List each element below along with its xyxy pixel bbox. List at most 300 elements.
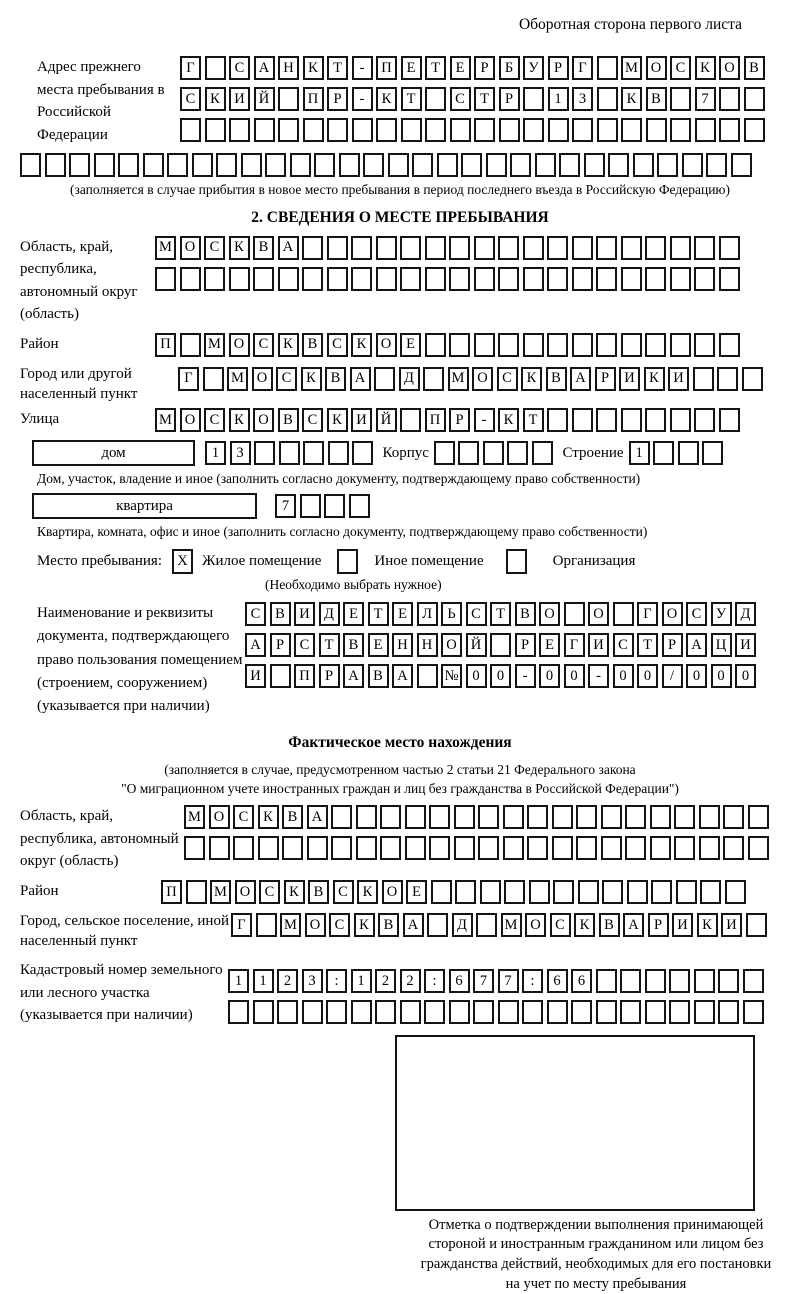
char-cell: К — [303, 56, 324, 80]
char-cell — [621, 267, 642, 291]
char-cell: 0 — [490, 664, 511, 688]
char-cell — [547, 333, 568, 357]
char-cell: С — [550, 913, 571, 937]
char-cell — [303, 118, 324, 142]
district-label: Район — [20, 335, 59, 352]
char-cell — [572, 118, 593, 142]
char-cell — [449, 236, 470, 260]
prev-address-rows — [180, 56, 768, 146]
char-cell — [490, 633, 511, 657]
char-cell: Р — [449, 408, 470, 432]
char-cell — [625, 805, 646, 829]
stay-type-label: Место пребывания: — [37, 553, 162, 570]
char-cell — [564, 602, 585, 626]
actual-city-row — [20, 911, 780, 952]
char-cell — [507, 441, 528, 465]
char-cell — [650, 805, 671, 829]
char-cell: И — [351, 408, 372, 432]
char-cell — [498, 236, 519, 260]
char-cell — [424, 1000, 445, 1024]
char-cell: Ь — [441, 602, 462, 626]
actual-location-note1: (заполняется в случае, предусмотренном частью 2 статьи 21 Федерального закона — [164, 762, 636, 778]
char-cell — [400, 236, 421, 260]
char-cell — [535, 153, 556, 177]
char-cell: Т — [637, 633, 658, 657]
char-cell — [645, 236, 666, 260]
street-label: Улица — [20, 411, 60, 428]
char-cell — [725, 880, 746, 904]
char-cell — [597, 87, 618, 111]
char-cell — [723, 805, 744, 829]
char-cell — [427, 913, 448, 937]
char-cell — [437, 153, 458, 177]
char-cell: Е — [343, 602, 364, 626]
char-cell — [167, 153, 188, 177]
char-cell — [351, 1000, 372, 1024]
char-cell — [503, 805, 524, 829]
region-block — [20, 236, 780, 326]
char-row — [245, 633, 760, 657]
char-cell: Т — [327, 56, 348, 80]
char-cell — [450, 118, 471, 142]
char-cell: Г — [637, 602, 658, 626]
char-cell — [400, 408, 421, 432]
char-cell — [216, 153, 237, 177]
char-cell — [417, 664, 438, 688]
section2-title: 2. СВЕДЕНИЯ О МЕСТЕ ПРЕБЫВАНИЯ — [251, 208, 549, 226]
char-cell: О — [382, 880, 403, 904]
stamp-caption-line: гражданства действий, необходимых для его постановки — [420, 1256, 772, 1273]
char-cell — [229, 267, 250, 291]
char-row — [155, 236, 743, 260]
char-cell — [596, 267, 617, 291]
char-cell — [702, 441, 723, 465]
char-cell: Е — [539, 633, 560, 657]
region-label: Область, край, республика, автономный округ (область) — [20, 238, 138, 323]
char-cell: М — [621, 56, 642, 80]
char-cell — [620, 1000, 641, 1024]
char-cell — [670, 236, 691, 260]
char-cell — [572, 408, 593, 432]
cadastre-block — [20, 959, 780, 1027]
char-cell: О — [588, 602, 609, 626]
char-cell — [723, 836, 744, 860]
char-row — [228, 969, 767, 993]
char-cell: Н — [417, 633, 438, 657]
char-cell — [314, 153, 335, 177]
char-cell — [356, 836, 377, 860]
char-cell: Е — [400, 333, 421, 357]
char-cell — [449, 333, 470, 357]
char-cell: 2 — [375, 969, 396, 993]
house-note: Дом, участок, владение и иное (заполнить согласно документу, подтверждающему право собственности) — [37, 471, 641, 487]
char-cell — [613, 602, 634, 626]
char-cell: С — [466, 602, 487, 626]
char-cell: Г — [564, 633, 585, 657]
char-cell: Р — [648, 913, 669, 937]
char-cell — [670, 118, 691, 142]
actual-region-block — [20, 805, 780, 873]
char-cell: В — [270, 602, 291, 626]
char-row — [180, 87, 768, 111]
char-cell — [601, 836, 622, 860]
char-cell — [326, 1000, 347, 1024]
char-cell — [633, 153, 654, 177]
char-cell — [483, 441, 504, 465]
char-cell — [258, 836, 279, 860]
char-cell: Т — [523, 408, 544, 432]
char-cell: 0 — [711, 664, 732, 688]
char-cell: О — [252, 367, 273, 391]
char-cell — [302, 267, 323, 291]
char-cell: 7 — [498, 969, 519, 993]
char-cell: 0 — [686, 664, 707, 688]
char-cell: 0 — [735, 664, 756, 688]
char-cell — [454, 836, 475, 860]
char-cell — [425, 333, 446, 357]
char-cell — [645, 969, 666, 993]
char-cell: С — [327, 333, 348, 357]
char-cell — [205, 56, 226, 80]
char-cell: С — [253, 333, 274, 357]
char-cell: И — [735, 633, 756, 657]
char-cell — [180, 267, 201, 291]
char-cell: А — [686, 633, 707, 657]
char-cell — [425, 236, 446, 260]
char-cell: Г — [178, 367, 199, 391]
char-cell: Т — [368, 602, 389, 626]
document-label: Наименование и реквизиты документа, подтверждающего право пользования помещением (строением, сооружением) (указывается при наличии) — [37, 605, 243, 715]
char-cell: 0 — [613, 664, 634, 688]
char-cell — [351, 236, 372, 260]
char-cell — [143, 153, 164, 177]
char-cell: О — [253, 408, 274, 432]
char-row — [155, 333, 743, 357]
char-cell: К — [205, 87, 226, 111]
char-cell — [405, 805, 426, 829]
char-cell: П — [161, 880, 182, 904]
char-cell — [449, 267, 470, 291]
cadastre-rows — [228, 969, 767, 1027]
char-cell — [352, 441, 373, 465]
char-cell — [596, 236, 617, 260]
char-cell — [694, 267, 715, 291]
checkbox-residential: X — [172, 549, 193, 574]
char-cell: С — [233, 805, 254, 829]
char-cell: П — [294, 664, 315, 688]
char-cell: В — [744, 56, 765, 80]
char-cell — [719, 236, 740, 260]
char-cell: : — [522, 969, 543, 993]
char-cell: М — [210, 880, 231, 904]
document-rows — [245, 602, 760, 718]
char-cell: К — [695, 56, 716, 80]
stamp-caption — [386, 1216, 800, 1294]
char-cell — [303, 441, 324, 465]
char-cell — [627, 880, 648, 904]
char-cell: А — [570, 367, 591, 391]
char-cell — [669, 1000, 690, 1024]
char-cell: : — [424, 969, 445, 993]
house-row — [20, 440, 780, 466]
char-cell: И — [619, 367, 640, 391]
char-cell: С — [204, 408, 225, 432]
char-cell — [572, 236, 593, 260]
char-cell — [331, 805, 352, 829]
char-cell: И — [668, 367, 689, 391]
char-cell — [429, 805, 450, 829]
stamp-caption-line: на учет по месту пребывания — [505, 1275, 687, 1292]
char-cell: 6 — [449, 969, 470, 993]
option-organization-label: Организация — [552, 553, 636, 570]
page-header: Оборотная сторона первого листа — [518, 16, 742, 33]
char-cell — [597, 118, 618, 142]
char-cell — [499, 118, 520, 142]
actual-region-rows — [184, 805, 772, 873]
char-cell: У — [523, 56, 544, 80]
char-cell — [527, 805, 548, 829]
char-cell: 7 — [275, 494, 296, 518]
char-cell — [180, 118, 201, 142]
char-cell — [523, 236, 544, 260]
region-rows — [155, 236, 743, 326]
char-cell — [349, 494, 370, 518]
char-cell — [474, 333, 495, 357]
char-cell — [657, 153, 678, 177]
char-cell: К — [357, 880, 378, 904]
char-cell: Й — [376, 408, 397, 432]
char-cell: С — [613, 633, 634, 657]
char-cell — [380, 836, 401, 860]
char-cell: 6 — [571, 969, 592, 993]
char-cell — [572, 333, 593, 357]
char-cell — [597, 56, 618, 80]
char-cell — [327, 267, 348, 291]
char-row — [228, 1000, 767, 1024]
char-cell — [527, 836, 548, 860]
char-cell: С — [302, 408, 323, 432]
char-cell: К — [574, 913, 595, 937]
char-cell: 2 — [400, 969, 421, 993]
char-row — [434, 441, 557, 465]
char-cell: Р — [595, 367, 616, 391]
char-cell — [578, 880, 599, 904]
char-cell — [621, 408, 642, 432]
char-cell — [718, 1000, 739, 1024]
char-cell — [596, 1000, 617, 1024]
char-cell — [742, 367, 763, 391]
char-cell — [400, 1000, 421, 1024]
char-cell: М — [204, 333, 225, 357]
char-cell — [474, 267, 495, 291]
char-cell: К — [229, 236, 250, 260]
char-cell: М — [155, 236, 176, 260]
char-cell: В — [599, 913, 620, 937]
char-row — [275, 494, 373, 518]
char-cell — [241, 153, 262, 177]
stroenie-label: Строение — [562, 444, 624, 461]
char-cell — [650, 836, 671, 860]
char-cell: Н — [392, 633, 413, 657]
char-cell — [302, 236, 323, 260]
char-cell — [425, 118, 446, 142]
char-cell: И — [672, 913, 693, 937]
char-cell: 3 — [572, 87, 593, 111]
char-cell: - — [515, 664, 536, 688]
char-cell — [118, 153, 139, 177]
char-cell — [717, 367, 738, 391]
char-cell: 3 — [302, 969, 323, 993]
char-cell — [523, 267, 544, 291]
char-cell: - — [474, 408, 495, 432]
document-block — [20, 602, 780, 718]
char-cell: О — [209, 805, 230, 829]
char-cell — [476, 913, 497, 937]
char-cell — [523, 118, 544, 142]
char-cell — [695, 118, 716, 142]
stamp-box — [395, 1035, 755, 1211]
char-cell — [474, 118, 495, 142]
char-cell — [461, 153, 482, 177]
char-cell — [694, 236, 715, 260]
char-cell — [646, 118, 667, 142]
char-cell — [699, 836, 720, 860]
char-cell: Г — [231, 913, 252, 937]
char-cell: Т — [319, 633, 340, 657]
char-cell — [746, 913, 767, 937]
char-cell: О — [235, 880, 256, 904]
char-cell — [455, 880, 476, 904]
char-row — [205, 441, 377, 465]
char-cell — [265, 153, 286, 177]
char-cell — [45, 153, 66, 177]
char-cell — [552, 805, 573, 829]
char-cell — [645, 267, 666, 291]
char-cell: В — [282, 805, 303, 829]
char-cell — [205, 118, 226, 142]
char-row — [178, 367, 766, 391]
char-cell — [694, 333, 715, 357]
char-cell: О — [646, 56, 667, 80]
char-cell — [693, 367, 714, 391]
char-cell — [300, 494, 321, 518]
char-cell — [670, 267, 691, 291]
char-cell — [645, 408, 666, 432]
char-cell — [576, 836, 597, 860]
char-cell — [498, 267, 519, 291]
char-cell — [486, 153, 507, 177]
char-cell — [678, 441, 699, 465]
char-cell — [423, 367, 444, 391]
char-cell: Т — [401, 87, 422, 111]
char-cell — [718, 969, 739, 993]
char-cell — [449, 1000, 470, 1024]
char-cell — [270, 664, 291, 688]
char-cell — [694, 408, 715, 432]
char-cell — [682, 153, 703, 177]
char-cell: С — [245, 602, 266, 626]
char-row — [180, 118, 768, 142]
char-cell: У — [711, 602, 732, 626]
char-cell — [203, 367, 224, 391]
char-cell — [670, 333, 691, 357]
char-row — [184, 836, 772, 860]
char-cell: М — [155, 408, 176, 432]
char-cell: К — [278, 333, 299, 357]
char-cell: М — [501, 913, 522, 937]
actual-district-row — [20, 880, 780, 904]
char-cell — [388, 153, 409, 177]
char-cell: Р — [474, 56, 495, 80]
char-cell: О — [441, 633, 462, 657]
char-cell — [700, 880, 721, 904]
char-cell: К — [376, 87, 397, 111]
char-cell — [498, 1000, 519, 1024]
char-cell: С — [329, 913, 350, 937]
char-cell — [621, 333, 642, 357]
char-cell: Д — [452, 913, 473, 937]
char-cell — [571, 1000, 592, 1024]
char-cell — [186, 880, 207, 904]
char-cell — [429, 836, 450, 860]
char-cell — [669, 969, 690, 993]
char-cell: А — [392, 664, 413, 688]
char-cell — [282, 836, 303, 860]
char-cell: К — [644, 367, 665, 391]
stamp-caption-line: Отметка о подтверждении выполнения принимающей — [428, 1216, 764, 1233]
char-cell — [405, 836, 426, 860]
char-cell: А — [245, 633, 266, 657]
char-cell — [478, 836, 499, 860]
char-cell: О — [662, 602, 683, 626]
char-cell — [376, 236, 397, 260]
char-cell — [155, 267, 176, 291]
prev-address-label: Адрес прежнего места пребывания в Российской Федерации — [37, 59, 165, 143]
char-cell — [676, 880, 697, 904]
char-cell: С — [294, 633, 315, 657]
char-cell — [719, 87, 740, 111]
char-cell: 0 — [637, 664, 658, 688]
cadastre-label: Кадастровый номер земельного или лесного участка (указывается при наличии) — [20, 962, 223, 1024]
char-cell: Е — [368, 633, 389, 657]
char-row — [245, 602, 760, 626]
street-row — [20, 408, 780, 432]
char-cell: 2 — [277, 969, 298, 993]
char-cell: В — [343, 633, 364, 657]
char-cell — [474, 236, 495, 260]
char-cell — [233, 836, 254, 860]
char-cell: К — [521, 367, 542, 391]
char-cell — [552, 836, 573, 860]
char-cell: О — [376, 333, 397, 357]
char-cell: Б — [499, 56, 520, 80]
char-cell — [401, 118, 422, 142]
char-cell — [356, 805, 377, 829]
char-cell — [743, 1000, 764, 1024]
char-cell: О — [719, 56, 740, 80]
char-cell: - — [352, 56, 373, 80]
char-cell: В — [302, 333, 323, 357]
char-cell — [731, 153, 752, 177]
char-cell: П — [303, 87, 324, 111]
char-cell — [204, 267, 225, 291]
char-cell — [290, 153, 311, 177]
char-cell: И — [588, 633, 609, 657]
char-cell — [254, 118, 275, 142]
char-row-full — [20, 153, 780, 177]
char-cell: С — [180, 87, 201, 111]
char-cell — [458, 441, 479, 465]
